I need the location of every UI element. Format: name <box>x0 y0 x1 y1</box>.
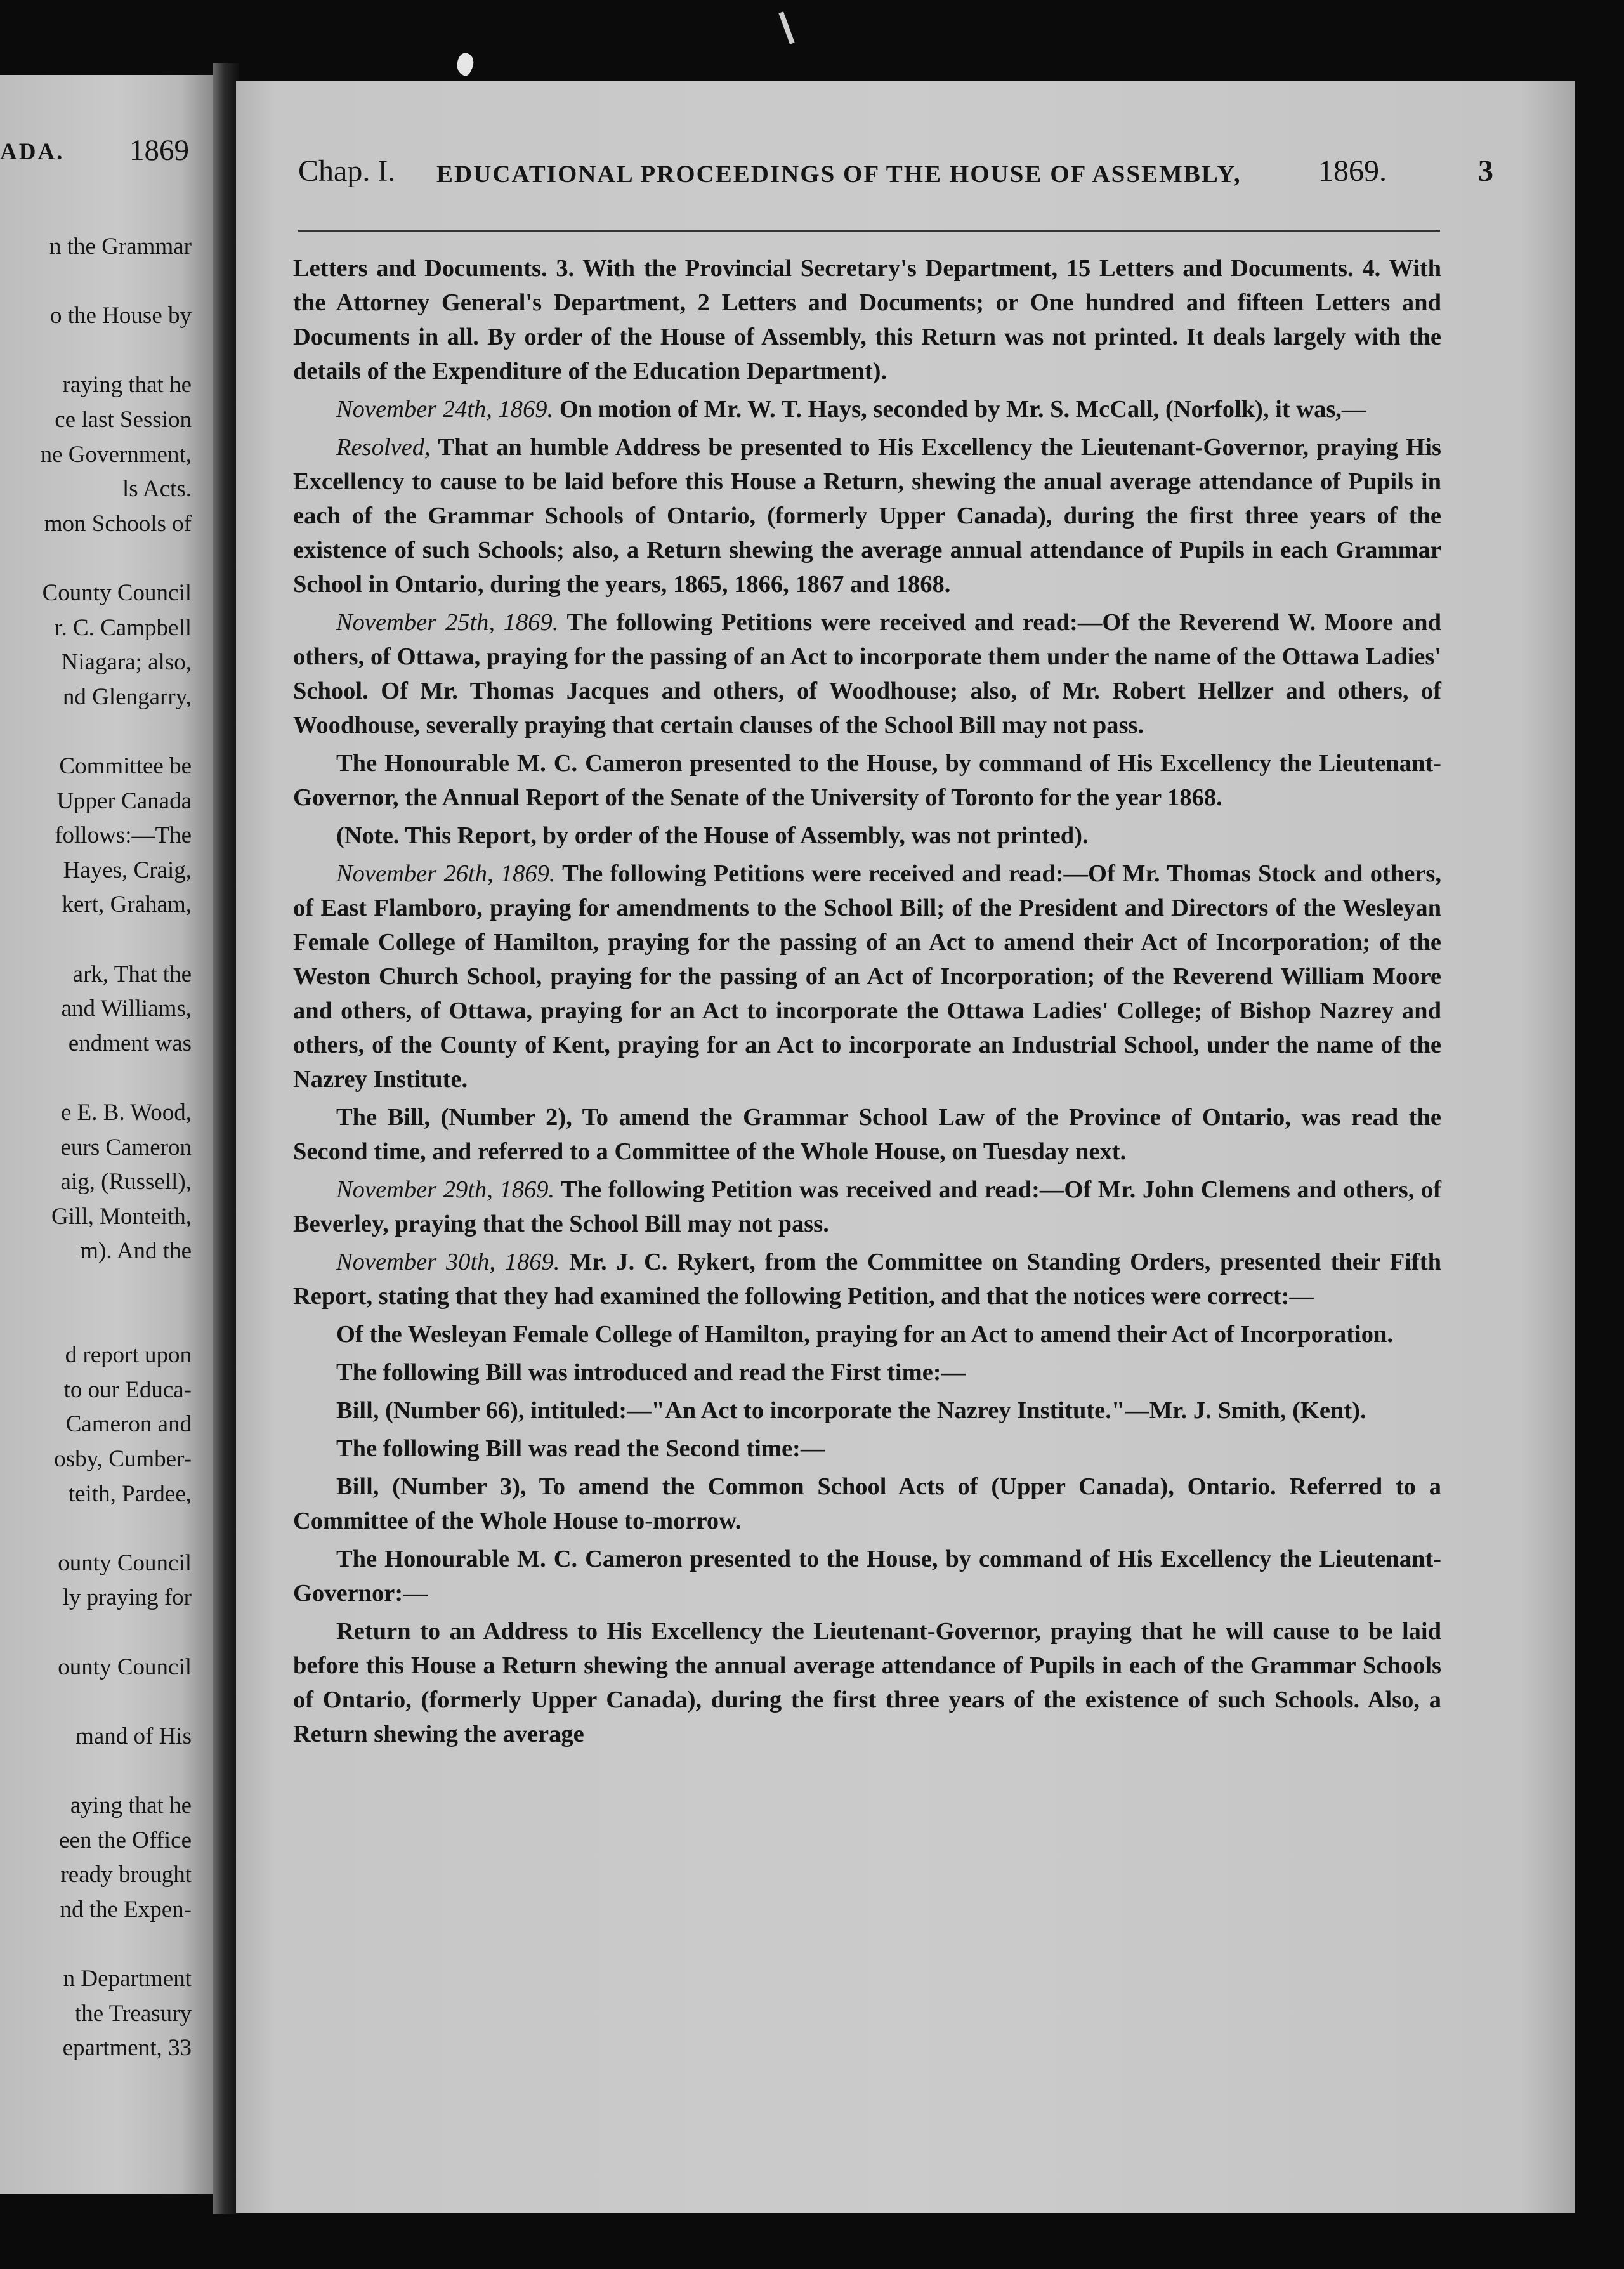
paragraph <box>293 1245 1441 1313</box>
left-page-fragment <box>0 75 213 2194</box>
paragraph-text: Bill, (Number 66), intituled:—"An Act to incorporate the Nazrey Institute."—Mr. J. Smith, (Kent). <box>336 1397 1366 1424</box>
paragraph <box>293 819 1441 853</box>
paragraph-text: The Honourable M. C. Cameron presented to the House, by command of His Excellency the Lieutenant-Governor:— <box>293 1546 1441 1607</box>
paragraph <box>293 605 1441 742</box>
paragraph <box>293 746 1441 815</box>
paragraph <box>293 1542 1441 1610</box>
left-page-line: aig, (Russell), <box>60 1169 192 1195</box>
paragraph <box>293 1173 1441 1241</box>
left-page-line: ly praying for <box>62 1584 192 1611</box>
left-page-line: follows:—The <box>55 822 192 849</box>
dust-speck <box>453 51 477 77</box>
book-gutter <box>213 63 239 2214</box>
left-page-line: aying that he <box>70 1792 192 1818</box>
paragraph <box>293 1317 1441 1352</box>
page-number: 3 <box>1478 154 1493 188</box>
paragraph <box>293 1431 1441 1466</box>
scratch-mark <box>778 11 794 44</box>
paragraph <box>293 1614 1441 1751</box>
paragraph-text: Letters and Documents. 3. With the Provincial Secretary's Department, 15 Letters and Documents. 4. With the Attorney General's Department, 2 Letters and Documents; or One hundred and fifteen Letters and Documents in all. By order of the House of Assembly, this Return was not printed. It deals largely with the details of the Expenditure of the Education Department). <box>293 255 1441 385</box>
left-page-line: ounty Council <box>58 1654 192 1680</box>
paragraph-date: November 29th, 1869. <box>336 1176 555 1203</box>
left-page-line: kert, Graham, <box>62 891 192 918</box>
left-page-line: Niagara; also, <box>61 649 192 676</box>
paragraph-date: November 26th, 1869. <box>336 860 556 887</box>
left-page-line: o the House by <box>50 303 192 329</box>
left-page-line: m). And the <box>80 1238 192 1265</box>
paragraph-date: November 25th, 1869. <box>336 609 559 636</box>
right-page <box>236 81 1575 2213</box>
paragraph-text: The following Petitions were received and read:—Of the Reverend W. Moore and others, of Ottawa, praying for the passing of an Act to incorporate them under the name of the Ottawa Ladies' School. Of Mr. Thomas Jacques and others, of Woodhouse; also, of Mr. Robert Hellzer and others, of Woodhouse, severally praying that certain clauses of the School Bill may not pass. <box>293 609 1442 739</box>
left-page-line: een the Office <box>59 1827 192 1853</box>
page-header <box>298 154 1493 192</box>
paragraph-date: November 30th, 1869. <box>336 1249 560 1275</box>
chapter-label: Chap. I. <box>298 154 396 188</box>
left-page-line: ls Acts. <box>122 476 192 503</box>
paragraph <box>293 857 1441 1096</box>
header-rule <box>298 230 1440 232</box>
paragraph-date: November 24th, 1869. <box>336 396 554 423</box>
paragraph-text: (Note. This Report, by order of the House of Assembly, was not printed). <box>336 822 1089 849</box>
left-page-line: mand of His <box>75 1723 192 1749</box>
paragraph <box>293 1470 1441 1538</box>
left-page-line: osby, Cumber- <box>54 1446 192 1472</box>
paragraph-text: Of the Wesleyan Female College of Hamilton, praying for an Act to amend their Act of Incorporation. <box>336 1321 1394 1348</box>
paragraph-date: Resolved, <box>336 434 431 461</box>
paragraph <box>293 430 1441 602</box>
left-page-line: Upper Canada <box>56 787 192 814</box>
left-page-line: mon Schools of <box>44 510 192 537</box>
paragraph-text: On motion of Mr. W. T. Hays, seconded by Mr. S. McCall, (Norfolk), it was,— <box>559 396 1366 423</box>
paragraph-text: The following Bill was introduced and read the First time:— <box>336 1359 966 1386</box>
paragraph-text: That an humble Address be presented to His Excellency the Lieutenant-Governor, praying His Excellency to cause to be laid before this House a Return, shewing the anual average attendance of Pupils in each of the Grammar Schools of Ontario, (formerly Upper Canada), during the first three years of the existence of such Schools; also, a Return shewing the average annual attendance of Pupils in each Grammar School in Ontario, during the years, 1865, 1866, 1867 and 1868. <box>293 434 1441 598</box>
left-page-line: e E. B. Wood, <box>61 1100 192 1126</box>
left-page-line: nd the Expen- <box>60 1896 192 1923</box>
left-page-line: ce last Session <box>55 407 192 433</box>
left-page-line: r. C. Campbell <box>55 614 192 641</box>
left-page-line: raying that he <box>62 372 192 398</box>
paragraph-text: The Bill, (Number 2), To amend the Grammar School Law of the Province of Ontario, was read the Second time, and referred to a Committee of the Whole House, on Tuesday next. <box>293 1104 1441 1165</box>
left-page-line: ne Government, <box>40 441 192 468</box>
running-title: EDUCATIONAL PROCEEDINGS OF THE HOUSE OF ASSEMBLY, <box>436 161 1241 188</box>
paragraph-text: The following Petitions were received and read:—Of Mr. Thomas Stock and others, of East Flamboro, praying for amendments to the School Bill; of the President and Directors of the Wesleyan Female College of Hamilton, praying for the passing of an Act to amend their Act of Incorporation; of the Weston Church School, praying for the passing of an Act of Incorporation; of the Reverend William Moore and others, of Ottawa, praying for an Act to incorporate the Ottawa Ladies' College; of Bishop Nazrey and others, of the County of Kent, praying for an Act to incorporate an Industrial School, under the name of the Nazrey Institute. <box>293 860 1441 1093</box>
paragraph-text: Return to an Address to His Excellency the Lieutenant-Governor, praying that he will cause to be laid before this House a Return shewing the annual average attendance of Pupils in each of the Grammar Schools of Ontario, (formerly Upper Canada), during the first three years of the existence of such Schools. Also, a Return shewing the average <box>293 1618 1441 1747</box>
left-page-line: teith, Pardee, <box>68 1480 192 1507</box>
left-page-line: n Department <box>63 1966 192 1992</box>
header-year: 1869. <box>1318 154 1387 188</box>
left-page-line: d report upon <box>65 1342 192 1369</box>
left-page-line: eurs Cameron <box>60 1134 192 1161</box>
paragraph <box>293 1355 1441 1390</box>
paragraph-text: Mr. J. C. Rykert, from the Committee on Standing Orders, presented their Fifth Report, stating that they had examined the following Petition, and that the notices were correct:— <box>293 1249 1441 1310</box>
left-header-year: 1869 <box>129 134 189 167</box>
left-page-line: Hayes, Craig, <box>63 857 192 883</box>
paragraph <box>293 1100 1441 1169</box>
left-page-line: Gill, Monteith, <box>51 1203 192 1230</box>
paragraph-text: Bill, (Number 3), To amend the Common School Acts of (Upper Canada), Ontario. Referred to a Committee of the Whole House to-morrow. <box>293 1473 1441 1534</box>
left-page-line: ready brought <box>60 1862 192 1888</box>
left-page-line: ark, That the <box>72 961 192 987</box>
paragraph-text: The following Petition was received and read:—Of Mr. John Clemens and others, of Beverley, praying that the School Bill may not pass. <box>293 1176 1441 1237</box>
paragraph-text: The Honourable M. C. Cameron presented to the House, by command of His Excellency the Lieutenant-Governor, the Annual Report of the Senate of the University of Toronto for the year 1868. <box>293 750 1441 811</box>
left-page-line: County Council <box>42 580 192 606</box>
paragraph <box>293 392 1441 426</box>
left-page-line: Committee be <box>59 753 192 779</box>
paragraph <box>293 251 1441 388</box>
left-page-line: the Treasury <box>75 2000 192 2027</box>
left-page-line: endment was <box>68 1030 192 1056</box>
left-page-line: Cameron and <box>65 1411 192 1438</box>
left-header-chapter: ADA. <box>0 139 65 165</box>
left-page-line: epartment, 33 <box>62 2035 192 2062</box>
left-page-line: to our Educa- <box>63 1376 192 1403</box>
paragraph-text: The following Bill was read the Second time:— <box>336 1435 825 1462</box>
body-text <box>293 251 1441 1755</box>
left-page-line: nd Glengarry, <box>62 683 192 710</box>
left-page-line: and Williams, <box>61 996 192 1022</box>
left-page-line: n the Grammar <box>49 233 192 260</box>
paragraph <box>293 1393 1441 1428</box>
left-page-line: ounty Council <box>58 1549 192 1576</box>
